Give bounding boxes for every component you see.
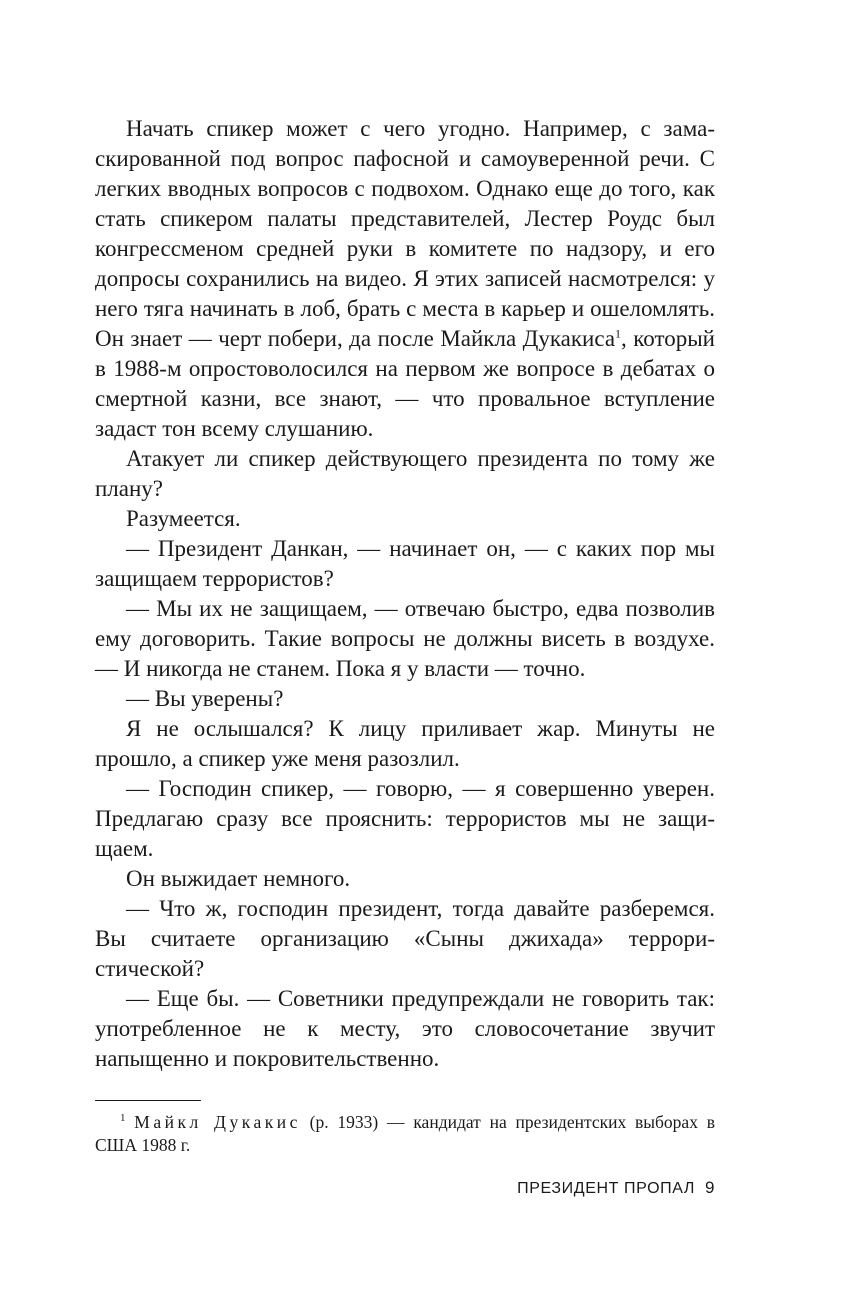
footnote-divider	[95, 1100, 201, 1101]
paragraph: Я не ослышался? К лицу приливает жар. Минуты не прошло, а спикер уже меня разозлил.	[95, 716, 715, 771]
paragraph: — Еще бы. — Советники предупреждали не говорить так: употребленное не к месту, это словосочетание звучит напыщенно и покровительственно.	[95, 986, 715, 1071]
paragraph: — Господин спикер, — говорю, — я совершенно уверен. Предлагаю сразу все прояснить: террористов мы не защищаем.	[95, 776, 715, 861]
footnote-name: Майкл Дукакис	[134, 1111, 301, 1132]
paragraph-text-continued: , который в 1988-м опростоволосился на первом же вопросе в дебатах о смертной казни, все знают, — что провальное вступление задаст тон всему слушанию.	[95, 326, 715, 441]
paragraph-text: Начать спикер может с чего угодно. Например, с замаскированной под вопрос пафосной и самоуверенной речи. С легких вводных вопросов с подвохом. Однако еще до того, как стать спикером палаты представителей, Лестер Роудс был конгрессменом средней руки в комитете по надзору, и его допросы сохранились на видео. Я этих записей насмотрелся: у него тяга начинать в лоб, брать с места в карьер и ошеломлять. Он знает — черт побери, да после Майкла Дукакиса	[95, 116, 715, 351]
paragraph: Он выжидает немного.	[126, 866, 351, 891]
book-title: ПРЕЗИДЕНТ ПРОПАЛ	[517, 1180, 695, 1197]
paragraph: — Что ж, господин президент, тогда давайте разберемся. Вы считаете организацию «Сыны джихада» террористической?	[95, 896, 715, 981]
paragraph: — Президент Данкан, — начинает он, — с каких пор мы защищаем террористов?	[95, 536, 715, 591]
footnote-number: 1	[120, 1112, 126, 1124]
paragraph: Разумеется.	[126, 506, 241, 531]
paragraph	[95, 114, 715, 444]
paragraph: — Мы их не защищаем, — отвечаю быстро, едва позволив ему договорить. Такие вопросы не должны висеть в воздухе. — И никогда не станем. Пока я у власти — точно.	[95, 596, 715, 681]
paragraph: Атакует ли спикер действующего президента по тому же плану?	[95, 446, 715, 501]
footnote-marker[interactable]: 1	[615, 326, 622, 341]
footnote-text: (р. 1933) — кандидат на президентских выборах в США 1988 г.	[95, 1111, 716, 1155]
page-number: 9	[704, 1178, 715, 1197]
running-footer	[517, 1178, 715, 1199]
footnote	[95, 1107, 715, 1157]
paragraph: — Вы уверены?	[126, 686, 284, 711]
body-text	[95, 114, 715, 1074]
